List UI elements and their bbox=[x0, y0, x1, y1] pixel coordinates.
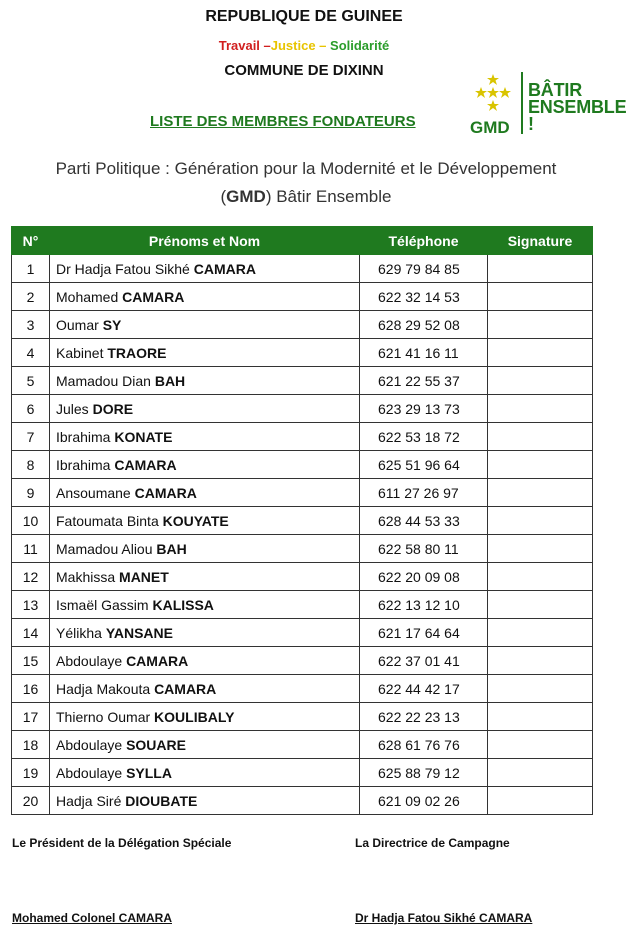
row-number: 1 bbox=[12, 255, 50, 283]
row-number: 10 bbox=[12, 507, 50, 535]
member-signature bbox=[488, 563, 593, 591]
member-signature bbox=[488, 255, 593, 283]
table-row bbox=[12, 563, 593, 591]
table-row bbox=[12, 367, 593, 395]
member-first-name: Fatoumata Binta bbox=[56, 512, 159, 529]
table-header-row bbox=[12, 227, 593, 255]
member-name bbox=[50, 759, 360, 787]
member-first-name: Mohamed bbox=[56, 288, 119, 305]
table-row bbox=[12, 283, 593, 311]
row-number: 6 bbox=[12, 395, 50, 423]
member-signature bbox=[488, 507, 593, 535]
member-first-name: Kabinet bbox=[56, 344, 104, 361]
member-phone: 629 79 84 85 bbox=[360, 255, 488, 283]
member-signature bbox=[488, 675, 593, 703]
table-row bbox=[12, 731, 593, 759]
logo-divider bbox=[521, 72, 523, 134]
member-signature bbox=[488, 283, 593, 311]
row-number: 19 bbox=[12, 759, 50, 787]
member-signature bbox=[488, 647, 593, 675]
member-phone: 622 53 18 72 bbox=[360, 423, 488, 451]
table-row bbox=[12, 451, 593, 479]
table-row bbox=[12, 255, 593, 283]
member-signature bbox=[488, 535, 593, 563]
member-name bbox=[50, 675, 360, 703]
member-signature bbox=[488, 479, 593, 507]
party-name-line2 bbox=[0, 187, 612, 207]
member-name bbox=[50, 731, 360, 759]
logo-slogan-line2: ENSEMBLE ! bbox=[528, 97, 627, 134]
member-signature bbox=[488, 311, 593, 339]
member-first-name: Thierno Oumar bbox=[56, 708, 151, 725]
member-first-name: Ibrahima bbox=[56, 428, 111, 445]
member-name bbox=[50, 535, 360, 563]
director-name: Dr Hadja Fatou Sikhé CAMARA bbox=[355, 911, 533, 925]
member-name bbox=[50, 507, 360, 535]
member-name bbox=[50, 563, 360, 591]
list-title: LISTE DES MEMBRES FONDATEURS bbox=[150, 113, 416, 130]
commune-heading: COMMUNE DE DIXINN bbox=[224, 62, 384, 79]
row-number: 13 bbox=[12, 591, 50, 619]
president-name: Mohamed Colonel CAMARA bbox=[12, 911, 172, 925]
member-name bbox=[50, 367, 360, 395]
table-row bbox=[12, 535, 593, 563]
member-signature bbox=[488, 703, 593, 731]
header-phone: Téléphone bbox=[360, 227, 488, 255]
member-last-name: BAH bbox=[154, 372, 186, 389]
row-number: 16 bbox=[12, 675, 50, 703]
header-number: N° bbox=[12, 227, 50, 255]
member-phone: 622 58 80 11 bbox=[360, 535, 488, 563]
member-phone: 625 88 79 12 bbox=[360, 759, 488, 787]
member-first-name: Abdoulaye bbox=[56, 652, 123, 669]
members-table bbox=[11, 226, 593, 815]
table-row bbox=[12, 675, 593, 703]
table-row bbox=[12, 311, 593, 339]
member-last-name: CAMARA bbox=[114, 456, 177, 473]
party-logo bbox=[466, 70, 632, 140]
member-signature bbox=[488, 731, 593, 759]
stars-icon bbox=[472, 74, 514, 112]
row-number: 5 bbox=[12, 367, 50, 395]
president-title: Le Président de la Délégation Spéciale bbox=[12, 836, 232, 850]
party-paren-open: ( bbox=[220, 187, 227, 206]
table-row bbox=[12, 647, 593, 675]
member-first-name: Oumar bbox=[56, 316, 99, 333]
member-first-name: Abdoulaye bbox=[56, 736, 123, 753]
member-name bbox=[50, 479, 360, 507]
member-signature bbox=[488, 591, 593, 619]
member-last-name: KOUYATE bbox=[162, 512, 229, 529]
member-phone: 622 13 12 10 bbox=[360, 591, 488, 619]
row-number: 15 bbox=[12, 647, 50, 675]
member-first-name: Makhissa bbox=[56, 568, 116, 585]
member-first-name: Hadja Makouta bbox=[56, 680, 151, 697]
republic-heading: REPUBLIQUE DE GUINEE bbox=[205, 8, 403, 25]
member-signature bbox=[488, 619, 593, 647]
party-abbr: GMD bbox=[226, 187, 266, 206]
member-last-name: CAMARA bbox=[122, 288, 185, 305]
member-name bbox=[50, 255, 360, 283]
party-suffix: ) Bâtir Ensemble bbox=[265, 187, 392, 206]
member-first-name: Yélikha bbox=[56, 624, 102, 641]
member-name bbox=[50, 647, 360, 675]
header-name: Prénoms et Nom bbox=[50, 227, 360, 255]
member-phone: 628 29 52 08 bbox=[360, 311, 488, 339]
row-number: 20 bbox=[12, 787, 50, 815]
member-name bbox=[50, 339, 360, 367]
member-phone: 622 20 09 08 bbox=[360, 563, 488, 591]
member-first-name: Ansoumane bbox=[56, 484, 131, 501]
national-motto bbox=[0, 38, 622, 53]
logo-slogan-line1: BÂTIR bbox=[528, 80, 582, 100]
table-row bbox=[12, 703, 593, 731]
row-number: 2 bbox=[12, 283, 50, 311]
member-phone: 621 22 55 37 bbox=[360, 367, 488, 395]
row-number: 9 bbox=[12, 479, 50, 507]
row-number: 8 bbox=[12, 451, 50, 479]
table-row bbox=[12, 339, 593, 367]
member-name bbox=[50, 703, 360, 731]
table-row bbox=[12, 507, 593, 535]
member-phone: 628 44 53 33 bbox=[360, 507, 488, 535]
logo-abbr: GMD bbox=[470, 118, 510, 137]
member-phone: 622 22 23 13 bbox=[360, 703, 488, 731]
member-phone: 621 17 64 64 bbox=[360, 619, 488, 647]
row-number: 14 bbox=[12, 619, 50, 647]
member-last-name: BAH bbox=[156, 540, 187, 557]
member-last-name: SY bbox=[102, 316, 122, 333]
row-number: 3 bbox=[12, 311, 50, 339]
table-row bbox=[12, 395, 593, 423]
row-number: 4 bbox=[12, 339, 50, 367]
table-row bbox=[12, 759, 593, 787]
member-signature bbox=[488, 451, 593, 479]
member-last-name: MANET bbox=[119, 568, 169, 585]
member-name bbox=[50, 423, 360, 451]
table-row bbox=[12, 591, 593, 619]
member-last-name: YANSANE bbox=[105, 624, 173, 641]
logo-slogan bbox=[528, 82, 632, 133]
member-signature bbox=[488, 367, 593, 395]
member-phone: 622 32 14 53 bbox=[360, 283, 488, 311]
motto-justice: Justice – bbox=[270, 38, 327, 53]
motto-travail: Travail – bbox=[218, 38, 271, 53]
member-phone: 623 29 13 73 bbox=[360, 395, 488, 423]
member-phone: 621 09 02 26 bbox=[360, 787, 488, 815]
member-last-name: TRAORE bbox=[107, 344, 167, 361]
member-name bbox=[50, 311, 360, 339]
table-row bbox=[12, 787, 593, 815]
member-name bbox=[50, 451, 360, 479]
member-first-name: Ibrahima bbox=[56, 456, 111, 473]
member-signature bbox=[488, 787, 593, 815]
member-first-name: Ismaël Gassim bbox=[56, 596, 149, 613]
member-first-name: Mamadou Aliou bbox=[56, 540, 153, 557]
member-signature bbox=[488, 395, 593, 423]
row-number: 18 bbox=[12, 731, 50, 759]
member-phone: 625 51 96 64 bbox=[360, 451, 488, 479]
member-phone: 611 27 26 97 bbox=[360, 479, 488, 507]
member-last-name: KOULIBALY bbox=[154, 708, 235, 725]
member-signature bbox=[488, 339, 593, 367]
row-number: 11 bbox=[12, 535, 50, 563]
member-last-name: DIOUBATE bbox=[125, 792, 198, 809]
member-name bbox=[50, 787, 360, 815]
member-first-name: Jules bbox=[56, 400, 89, 417]
row-number: 17 bbox=[12, 703, 50, 731]
member-last-name: CAMARA bbox=[134, 484, 197, 501]
party-name-line1: Parti Politique : Génération pour la Modernité et le Développement bbox=[55, 159, 557, 178]
member-name bbox=[50, 283, 360, 311]
member-last-name: DORE bbox=[92, 400, 134, 417]
director-title: La Directrice de Campagne bbox=[355, 836, 510, 850]
table-row bbox=[12, 479, 593, 507]
member-last-name: SOUARE bbox=[126, 736, 186, 753]
member-first-name: Mamadou Dian bbox=[56, 372, 151, 389]
member-last-name: KONATE bbox=[114, 428, 173, 445]
member-name bbox=[50, 591, 360, 619]
member-signature bbox=[488, 423, 593, 451]
member-first-name: Hadja Siré bbox=[56, 792, 122, 809]
member-phone: 622 37 01 41 bbox=[360, 647, 488, 675]
row-number: 7 bbox=[12, 423, 50, 451]
motto-solidarite: Solidarité bbox=[326, 38, 390, 53]
table-row bbox=[12, 423, 593, 451]
member-phone: 622 44 42 17 bbox=[360, 675, 488, 703]
member-first-name: Dr Hadja Fatou Sikhé bbox=[56, 260, 190, 277]
member-first-name: Abdoulaye bbox=[56, 764, 123, 781]
header-signature: Signature bbox=[488, 227, 593, 255]
member-phone: 621 41 16 11 bbox=[360, 339, 488, 367]
member-signature bbox=[488, 759, 593, 787]
member-phone: 628 61 76 76 bbox=[360, 731, 488, 759]
member-name bbox=[50, 619, 360, 647]
table-row bbox=[12, 619, 593, 647]
member-last-name: CAMARA bbox=[126, 652, 189, 669]
member-last-name: CAMARA bbox=[154, 680, 217, 697]
member-last-name: SYLLA bbox=[126, 764, 172, 781]
member-last-name: CAMARA bbox=[193, 260, 256, 277]
member-last-name: KALISSA bbox=[152, 596, 214, 613]
member-name bbox=[50, 395, 360, 423]
row-number: 12 bbox=[12, 563, 50, 591]
